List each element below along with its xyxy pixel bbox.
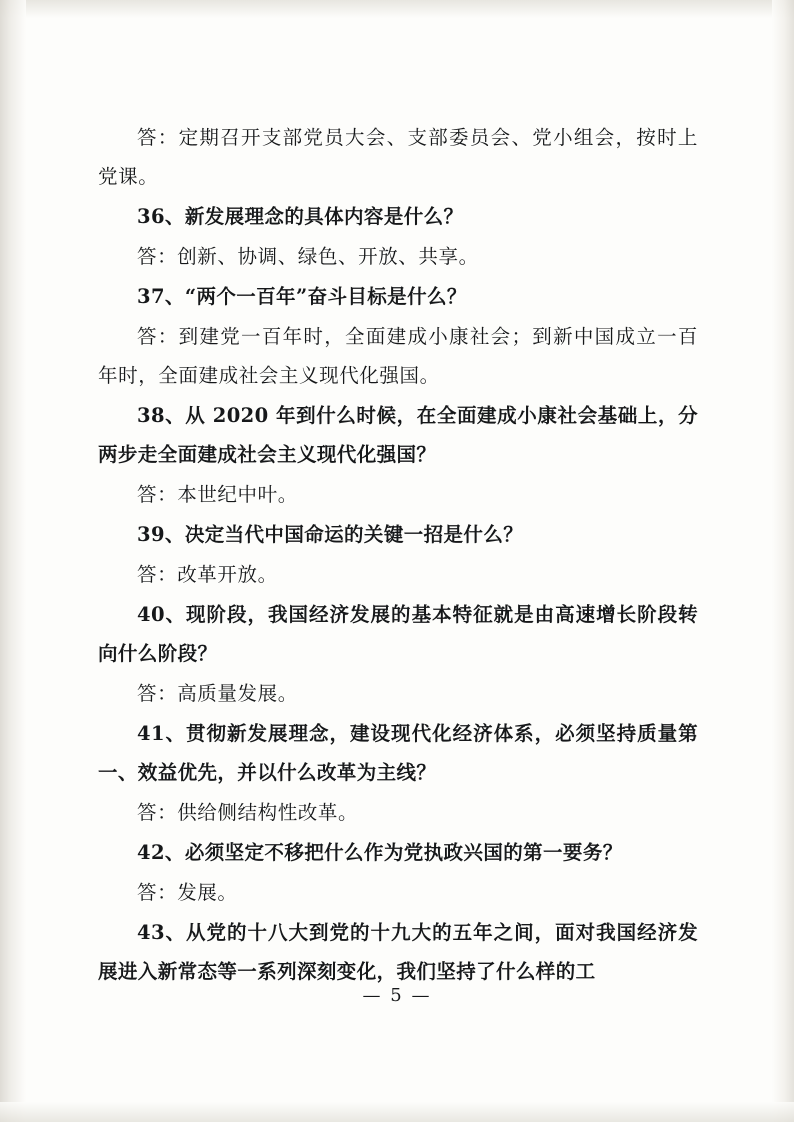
answer-paragraph: 答：到建党一百年时，全面建成小康社会；到新中国成立一百年时，全面建成社会主义现代化强国。 — [98, 325, 698, 387]
answer-paragraph: 答：改革开放。 — [137, 563, 278, 586]
scan-edge-bottom — [0, 1102, 794, 1122]
question-paragraph: 41、贯彻新发展理念，建设现代化经济体系，必须坚持质量第一、效益优先，并以什么改革为主线？ — [98, 722, 698, 784]
question-paragraph: 38、从 2020 年到什么时候，在全面建成小康社会基础上，分两步走全面建成社会主义现代化强国？ — [98, 404, 698, 466]
question-paragraph: 39、决定当代中国命运的关键一招是什么？ — [137, 523, 524, 546]
answer-paragraph: 答：高质量发展。 — [137, 682, 298, 705]
answer-paragraph: 答：创新、协调、绿色、开放、共享。 — [137, 245, 479, 268]
answer-paragraph: 答：供给侧结构性改革。 — [137, 801, 359, 824]
question-paragraph: 42、必须坚定不移把什么作为党执政兴国的第一要务？ — [137, 841, 623, 864]
answer-paragraph: 答：定期召开支部党员大会、支部委员会、党小组会，按时上党课。 — [98, 126, 698, 188]
question-paragraph: 37、“两个一百年”奋斗目标是什么？ — [137, 285, 467, 308]
question-paragraph: 36、新发展理念的具体内容是什么？ — [137, 205, 464, 228]
scan-edge-right — [772, 0, 794, 1122]
question-paragraph: 43、从党的十八大到党的十九大的五年之间，面对我国经济发展进入新常态等一系列深刻变化，我们坚持了什么样的工 — [98, 921, 698, 983]
page-number: — 5 — — [362, 985, 432, 1006]
scan-edge-left — [0, 0, 26, 1122]
answer-paragraph: 答：发展。 — [137, 881, 238, 904]
answer-paragraph: 答：本世纪中叶。 — [137, 483, 298, 506]
scan-edge-top — [0, 0, 794, 18]
page-body — [98, 118, 698, 992]
question-paragraph: 40、现阶段，我国经济发展的基本特征就是由高速增长阶段转向什么阶段？ — [98, 603, 698, 665]
